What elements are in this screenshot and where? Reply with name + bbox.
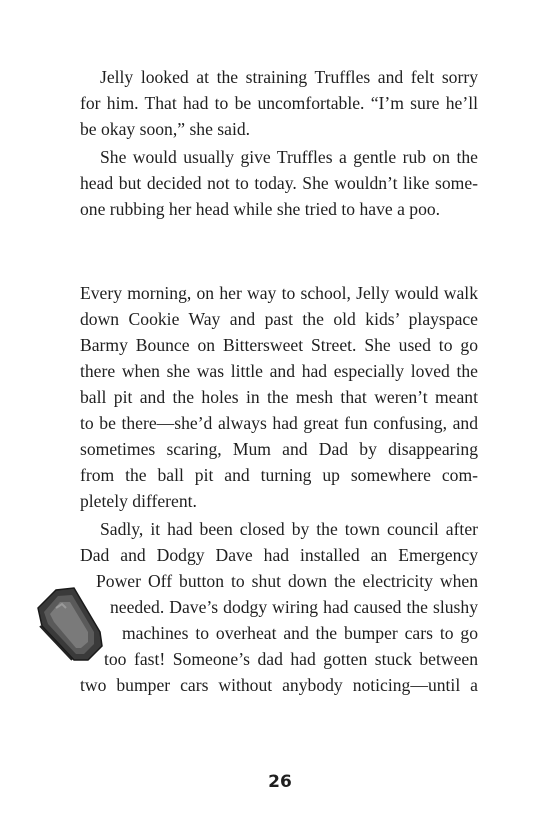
paragraph-3-line-2: down Cookie Way and past the old kids’ playspace [80, 309, 478, 329]
paragraph-4-line-5: machines to overheat and the bumper cars to go [122, 623, 478, 643]
paragraph-3-line-4: there when she was little and had especially loved the [80, 361, 478, 381]
paragraph-4-line-2: Dad and Dodgy Dave had installed an Emergency [80, 545, 478, 565]
paragraph-3-line-3: Barmy Bounce on Bittersweet Street. She used to go [80, 335, 478, 355]
paragraph-3-line-6: to be there—she’d always had great fun confusing, and [80, 413, 478, 433]
paragraph-3-line-1: Every morning, on her way to school, Jelly would walk [80, 283, 478, 303]
emergency-power-off-button-icon [36, 586, 106, 662]
paragraph-3-line-7: sometimes scaring, Mum and Dad by disappearing [80, 439, 478, 459]
paragraph-3-line-5: ball pit and the holes in the mesh that weren’t meant [80, 387, 478, 407]
paragraph-1-line-1: Jelly looked at the straining Truffles and felt sorry [100, 67, 478, 87]
paragraph-4-line-1: Sadly, it had been closed by the town council after [100, 519, 478, 539]
paragraph-3-line-9: pletely different. [80, 491, 197, 511]
paragraph-1-line-2: for him. That had to be uncomfortable. “I’m sure he’ll [80, 93, 478, 113]
paragraph-4-line-6: too fast! Someone’s dad had gotten stuck between [104, 649, 478, 669]
paragraph-4-line-3: Power Off button to shut down the electricity when [96, 571, 478, 591]
paragraph-4-line-4: needed. Dave’s dodgy wiring had caused the slushy [110, 597, 478, 617]
page-number: 26 [268, 772, 292, 792]
paragraph-2-line-1: She would usually give Truffles a gentle rub on the [100, 147, 478, 167]
paragraph-3-line-8: from the ball pit and turning up somewhere com- [80, 465, 478, 485]
paragraph-4-line-7: two bumper cars without anybody noticing—until a [80, 675, 478, 695]
paragraph-2-line-3: one rubbing her head while she tried to have a poo. [80, 199, 441, 219]
paragraph-2-line-2: head but decided not to today. She wouldn’t like some- [80, 173, 478, 193]
paragraph-1-line-3: be okay soon,” she said. [80, 119, 251, 139]
